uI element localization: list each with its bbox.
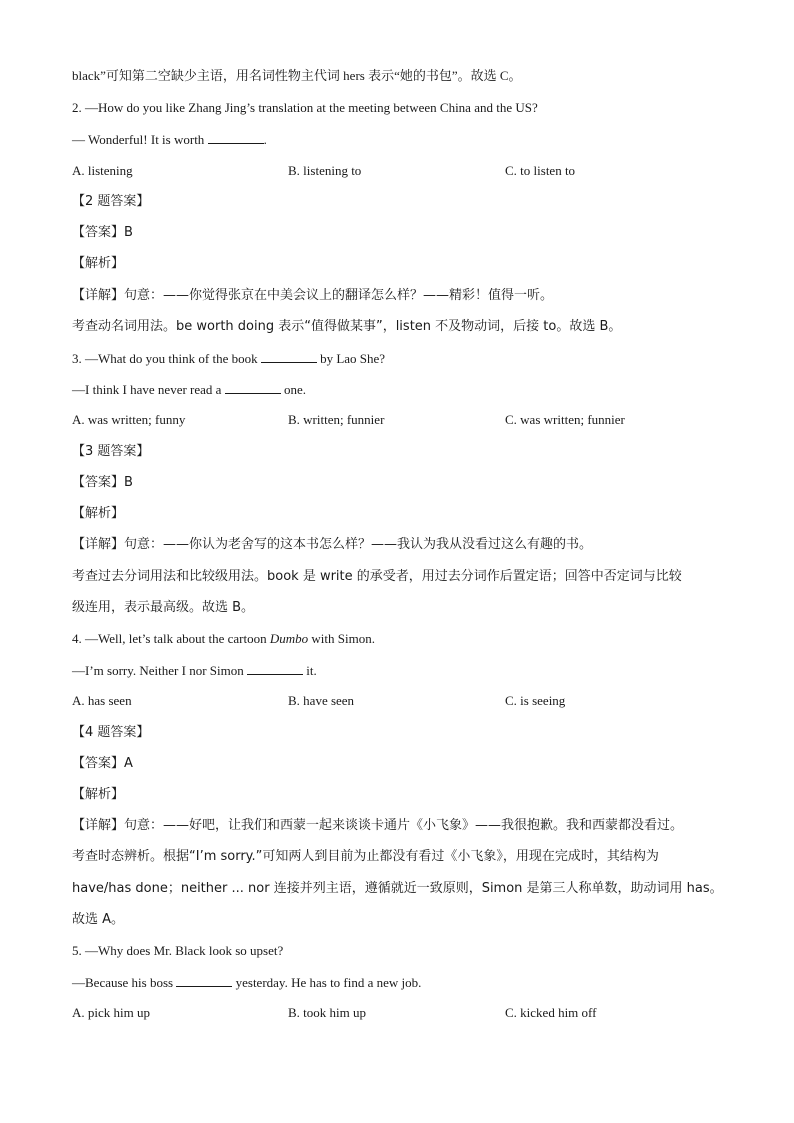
q2-analysis-heading: 【解析】 <box>72 256 125 271</box>
q3-option-b: B. written; funnier <box>288 412 385 427</box>
q4-response <box>72 662 317 679</box>
q3-explanation-1: 考查过去分词用法和比较级用法。book 是 write 的承受者，用过去分词作后置定语；回答中否定词与比较 <box>72 569 682 584</box>
q4-answer-heading: 【4 题答案】 <box>72 725 150 740</box>
q3-option-c: C. was written; funnier <box>505 412 625 427</box>
q2-response <box>72 131 267 148</box>
q3-answer-heading: 【3 题答案】 <box>72 444 150 459</box>
q4-cartoon-title: Dumbo <box>269 631 309 646</box>
q3-answer: 【答案】B <box>72 475 133 490</box>
q2-response-text: — Wonderful! It is worth <box>72 132 208 147</box>
q5-option-a: A. pick him up <box>72 1005 150 1020</box>
q3-prompt <box>72 350 385 367</box>
q2-detail: 【详解】句意：——你觉得张京在中美会议上的翻译怎么样？——精彩！值得一听。 <box>72 288 554 303</box>
q4-prompt-text: 4. —Well, let’s talk about the cartoon <box>72 631 270 646</box>
q5-response <box>72 974 421 991</box>
q4-explanation-1: 考查时态辨析。根据“I’m sorry.”可知两人到目前为止都没有看过《小飞象》，用现在完成时，其结构为 <box>72 849 659 864</box>
q4-analysis-heading: 【解析】 <box>72 787 125 802</box>
q4-response-end: it. <box>303 663 317 678</box>
answer-blank <box>261 350 317 363</box>
q3-prompt-end: by Lao She? <box>316 351 386 366</box>
answer-blank <box>176 974 232 987</box>
q5-response-end: yesterday. He has to find a new job. <box>232 975 422 990</box>
q4-prompt-end: with Simon. <box>308 631 375 646</box>
q4-option-c: C. is seeing <box>505 693 566 708</box>
q5-response-text: —Because his boss <box>72 975 177 990</box>
q3-option-a: A. was written; funny <box>72 412 186 427</box>
q3-response-text: —I think I have never read a <box>72 382 225 397</box>
q5-prompt: 5. —Why does Mr. Black look so upset? <box>72 943 284 958</box>
q1-explanation-tail: black”可知第二空缺少主语，用名词性物主代词 hers 表示“她的书包”。故选 C。 <box>72 68 522 83</box>
answer-blank <box>208 131 264 144</box>
q4-option-b: B. have seen <box>288 693 355 708</box>
answer-blank <box>225 381 281 394</box>
q2-answer-heading: 【2 题答案】 <box>72 194 150 209</box>
q4-prompt <box>72 631 375 647</box>
q5-option-b: B. took him up <box>288 1005 367 1020</box>
q3-analysis-heading: 【解析】 <box>72 506 125 521</box>
q3-response <box>72 381 306 398</box>
q2-answer: 【答案】B <box>72 225 133 240</box>
q4-explanation-2: have/has done；neither ... nor 连接并列主语，遵循就近一致原则，Simon 是第三人称单数，助动词用 has。 <box>72 881 723 896</box>
q2-explanation: 考查动名词用法。be worth doing 表示“值得做某事”，listen 不及物动词，后接 to。故选 B。 <box>72 319 622 334</box>
q2-prompt: 2. —How do you like Zhang Jing’s translation at the meeting between China and the US? <box>72 100 538 115</box>
q2-option-b: B. listening to <box>288 163 362 178</box>
q4-detail: 【详解】句意：——好吧，让我们和西蒙一起来谈谈卡通片《小飞象》——我很抱歉。我和西蒙都没看过。 <box>72 818 684 833</box>
q3-detail: 【详解】句意：——你认为老舍写的这本书怎么样？——我认为我从没看过这么有趣的书。 <box>72 537 593 552</box>
q2-option-c: C. to listen to <box>505 163 576 178</box>
q3-prompt-text: 3. —What do you think of the book <box>72 351 261 366</box>
q2-option-a: A. listening <box>72 163 133 178</box>
q4-option-a: A. has seen <box>72 693 132 708</box>
answer-blank <box>247 662 303 675</box>
q2-response-end: . <box>263 132 267 147</box>
q4-explanation-3: 故选 A。 <box>72 912 125 927</box>
q3-response-end: one. <box>280 382 306 397</box>
q4-response-text: —I’m sorry. Neither I nor Simon <box>72 663 247 678</box>
q5-option-c: C. kicked him off <box>505 1005 597 1020</box>
q3-explanation-2: 级连用，表示最高级。故选 B。 <box>72 600 255 615</box>
q4-answer: 【答案】A <box>72 756 133 771</box>
